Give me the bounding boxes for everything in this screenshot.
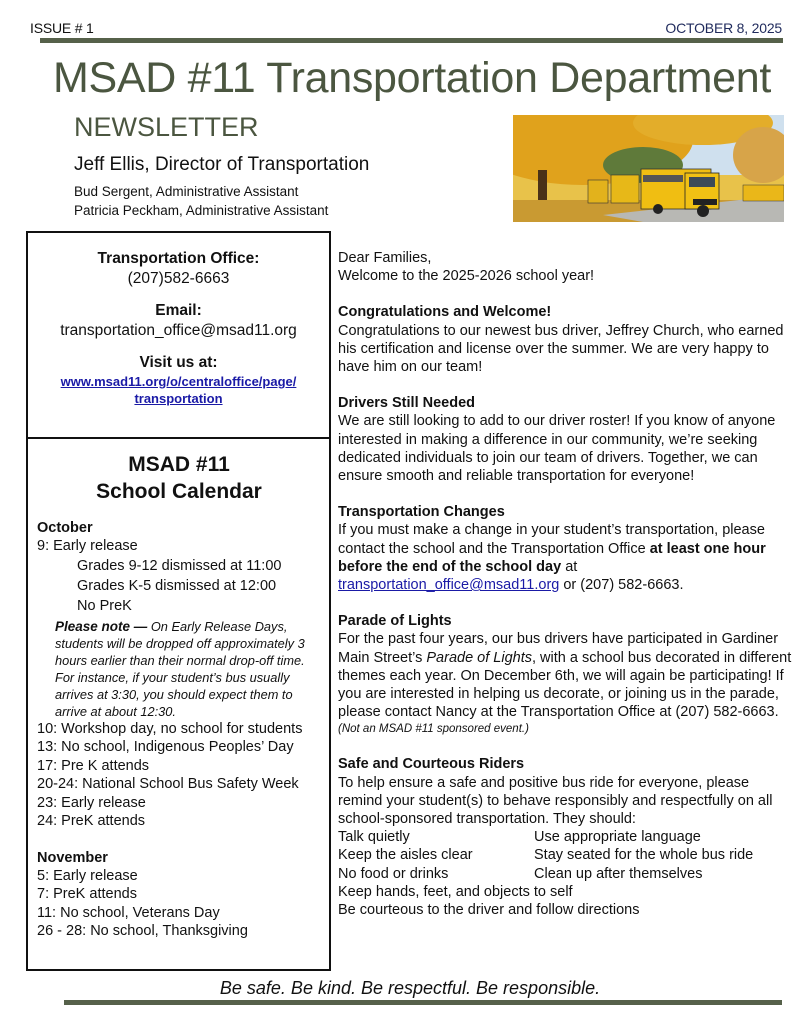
rider-rule: Keep the aisles clear <box>338 847 473 864</box>
calendar-item: 11: No school, Veterans Day <box>37 904 220 921</box>
section-transportation-changes <box>338 503 793 594</box>
staff-member: Bud Sergent, Administrative Assistant <box>74 184 299 199</box>
note-text: On Early Release Days, students will be dropped off approximately 3 hours earlier than their normal drop-off time. For instance, if your student’s bus usually arrives at 3:30, you should expect them to arrive at about 12:30. <box>55 618 305 719</box>
section-body: Congratulations to our newest bus driver, Jeffrey Church, who earned his certification and license over the summer. We are very happy to have him on our team! <box>338 322 784 376</box>
section-body: We are still looking to add to our driver roster! If you know of anyone interested in making a difference in our community, we’re seeking dedicated individuals to join our team of drivers. Together, we can ensure smooth and reliable transportation for everyone! <box>338 413 776 485</box>
section-safe-riders <box>338 755 793 919</box>
section-parade-of-lights <box>338 612 793 737</box>
rider-rule: Keep hands, feet, and objects to self <box>338 883 573 900</box>
event-name: Parade of Lights <box>426 649 532 666</box>
section-heading: Transportation Changes <box>338 504 505 521</box>
email-label: Email: <box>155 302 202 319</box>
office-label: Transportation Office: <box>97 250 260 267</box>
rider-rules-grid <box>338 828 793 883</box>
section-body: To help ensure a safe and positive bus ride for everyone, please remind your student(s) to behave responsibly and respectfully on all school-sponsored transportation. They should: <box>338 774 773 828</box>
issue-date: OCTOBER 8, 2025 <box>665 20 782 36</box>
issue-number: ISSUE # 1 <box>30 20 94 36</box>
office-phone: (207)582-6663 <box>127 270 230 287</box>
director-name: Jeff Ellis, Director of Transportation <box>74 154 370 175</box>
greeting: Dear Families, <box>338 250 432 266</box>
section-drivers-needed <box>338 394 793 485</box>
calendar-item: 5: Early release <box>37 867 138 884</box>
body-text: If you must make a change in your student’s transportation, please contact the school and the Transportation Office <box>338 522 765 557</box>
website-link-line1: www.msad11.org/o/centraloffice/page/ <box>60 374 297 389</box>
calendar-item: 23: Early release <box>37 794 146 811</box>
body-text: at <box>561 558 578 575</box>
calendar-item: 13: No school, Indigenous Peoples’ Day <box>37 739 294 755</box>
body-text: , with a school bus decorated in different themes each year. On December 6th, we will again be participating! If you are interested in helping us decorate, or joining us in the parade, please contact Nancy at the Transportation Office at (207) 582-6663. <box>338 649 792 721</box>
section-heading: Parade of Lights <box>338 613 452 630</box>
calendar-item: 10: Workshop day, no school for students <box>37 720 303 737</box>
calendar-item: 26 - 28: No school, Thanksgiving <box>37 923 248 939</box>
rider-rule: Talk quietly <box>338 829 410 846</box>
letter-body <box>338 249 793 919</box>
rider-rule: Be courteous to the driver and follow directions <box>338 902 640 919</box>
header-rule <box>40 38 783 43</box>
section-heading: Drivers Still Needed <box>338 395 475 412</box>
disclaimer: (Not an MSAD #11 sponsored event.) <box>338 723 529 736</box>
website-link[interactable] <box>28 373 329 407</box>
calendar-title-line1: MSAD #11 <box>128 453 230 476</box>
page-title: MSAD #11 Transportation Department <box>53 54 771 102</box>
rider-rule: Use appropriate language <box>534 829 701 846</box>
section-congratulations <box>338 303 793 376</box>
calendar-month-november: November <box>37 849 108 866</box>
website-link-line2: transportation <box>134 391 223 406</box>
calendar-subitem: No PreK <box>77 597 132 614</box>
section-body <box>338 630 793 721</box>
note-label: Please note — <box>55 618 148 634</box>
footer-motto: Be safe. Be kind. Be respectful. Be responsible. <box>219 978 601 998</box>
staff-list <box>74 182 328 220</box>
calendar-item: 20-24: National School Bus Safety Week <box>37 776 299 792</box>
calendar-subitem: Grades K-5 dismissed at 12:00 <box>77 577 277 594</box>
visit-label: Visit us at: <box>139 354 218 371</box>
calendar-item: 24: PreK attends <box>37 813 146 829</box>
rider-rule: No food or drinks <box>338 865 449 882</box>
calendar-item: 17: Pre K attends <box>37 757 150 774</box>
staff-member: Patricia Peckham, Administrative Assistant <box>74 203 329 218</box>
body-text: For the past four years, our bus drivers have participated in Gardiner Main Street’s <box>338 631 779 666</box>
calendar-item: 9: Early release <box>37 538 138 554</box>
office-email: transportation_office@msad11.org <box>60 322 297 339</box>
newsletter-subtitle: NEWSLETTER <box>74 112 259 142</box>
calendar-title <box>37 451 321 505</box>
section-body <box>338 521 793 594</box>
email-link[interactable]: transportation_office@msad11.org <box>338 577 560 594</box>
school-bus-photo <box>513 115 784 222</box>
section-heading: Safe and Courteous Riders <box>338 756 525 773</box>
calendar-title-line2: School Calendar <box>96 480 262 503</box>
calendar-month-october: October <box>37 520 93 536</box>
rider-rule: Stay seated for the whole bus ride <box>534 847 754 864</box>
rider-rule: Clean up after themselves <box>534 865 703 882</box>
deadline-emphasis: at least one hour before the end of the school day <box>338 540 766 575</box>
welcome-line: Welcome to the 2025-2026 school year! <box>338 268 595 285</box>
footer-rule <box>64 1000 782 1005</box>
calendar-item: 7: PreK attends <box>37 886 137 902</box>
body-text: or (207) 582-6663. <box>559 577 684 594</box>
school-calendar-box <box>26 437 331 971</box>
spacer <box>37 831 321 849</box>
contact-box <box>26 231 331 439</box>
early-release-note <box>37 618 321 720</box>
section-heading: Congratulations and Welcome! <box>338 304 552 321</box>
calendar-subitem: Grades 9-12 dismissed at 11:00 <box>77 557 282 574</box>
